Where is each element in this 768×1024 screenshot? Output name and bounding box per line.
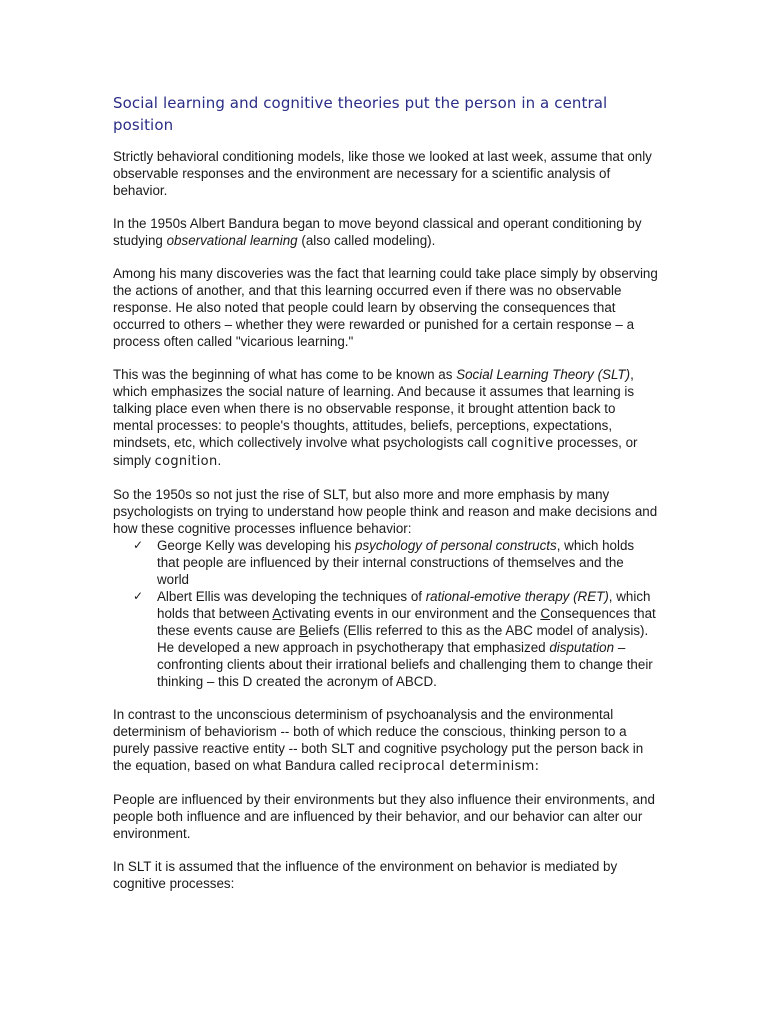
document-page	[113, 92, 658, 908]
term-reciprocal-determinism: reciprocal determinism:	[378, 759, 540, 774]
text-run: onsequences that these events cause are	[157, 606, 656, 638]
paragraph-slt-mediated: In SLT it is assumed that the influence of the environment on behavior is mediated by cognitive processes:	[113, 859, 618, 891]
text-run: processes, or simply	[113, 435, 638, 468]
text-run: eliefs (Ellis referred to this as the ABC model of analysis). He developed a new approach in psychotherapy that emphasized	[157, 623, 649, 655]
text-run: (also called modeling).	[297, 233, 436, 248]
paragraph-slt	[113, 366, 658, 470]
text-run: , which holds that people are influenced by their internal constructions of themselves and the world	[157, 538, 635, 587]
italic-term-ret: rational-emotive therapy (RET)	[425, 589, 609, 604]
text-run: In contrast to the unconscious determinism of psychoanalysis and the environmental determinism of behaviorism -- both of which reduce the conscious, thinking person to a purely passive reactive entity -- both SLT and cognitive psychology put the person back in the equation, based on what Bandura called	[113, 707, 644, 773]
paragraph-contrast	[113, 706, 658, 775]
paragraph-1950s: So the 1950s so not just the rise of SLT, but also more and more emphasis by many psychologists on trying to understand how people think and reason and make decisions and how these cognitive processes influence behavior:	[113, 487, 658, 536]
section-heading: Social learning and cognitive theories put the person in a central position	[113, 94, 608, 134]
text-run: .	[217, 453, 222, 468]
underlined-letter-b: B	[299, 623, 309, 638]
text-run: ctivating events in our environment and the	[281, 606, 541, 621]
term-cognitive: cognitive	[491, 436, 554, 451]
underlined-letter-a: A	[272, 606, 282, 621]
list-item-ellis	[133, 588, 658, 690]
text-run: George Kelly was developing his	[157, 538, 355, 553]
checklist	[113, 537, 658, 690]
text-run: Albert Ellis was developing the techniques of	[157, 589, 426, 604]
italic-term-slt: Social Learning Theory (SLT)	[456, 367, 631, 382]
italic-term-personal-constructs: psychology of personal constructs	[355, 538, 557, 553]
checkmark-icon: ✓	[133, 589, 144, 603]
paragraph-discoveries: Among his many discoveries was the fact that learning could take place simply by observing the actions of another, and that this learning occurred even if there was no observable response. He also noted that people could learn by observing the consequences that occurred to others – whether they were rewarded or punished for a certain response – a process often called "vicarious learning."	[113, 266, 658, 349]
text-run: , which emphasizes the social nature of learning. And because it assumes that learning is talking place even when there is no observable response, it brought attention back to mental processes: to people's thoughts, attitudes, beliefs, perceptions, expectations, mindsets, etc, which collectively involve what psychologists call	[113, 367, 635, 450]
checkmark-icon: ✓	[133, 538, 144, 552]
text-run: , which holds that between	[157, 589, 651, 621]
list-item-kelly	[133, 537, 658, 588]
paragraph-environments: People are influenced by their environments but they also influence their environments, and people both influence and are influenced by their behavior, and our behavior can alter our environment.	[113, 792, 655, 841]
italic-term-disputation: disputation	[549, 640, 615, 655]
text-run: In the 1950s Albert Bandura began to move beyond classical and operant conditioning by studying	[113, 216, 642, 248]
paragraph-bandura	[113, 215, 658, 249]
italic-term-observational-learning: observational learning	[166, 233, 298, 248]
text-run: This was the beginning of what has come to be known as	[113, 367, 457, 382]
underlined-letter-c: C	[540, 606, 551, 621]
text-run: – confronting clients about their irrational beliefs and challenging them to change their thinking – this D created the acronym of ABCD.	[157, 640, 653, 689]
paragraph-behavioral-models: Strictly behavioral conditioning models, like those we looked at last week, assume that only observable responses and the environment are necessary for a scientific analysis of behavior.	[113, 149, 652, 198]
term-cognition: cognition	[154, 454, 218, 469]
